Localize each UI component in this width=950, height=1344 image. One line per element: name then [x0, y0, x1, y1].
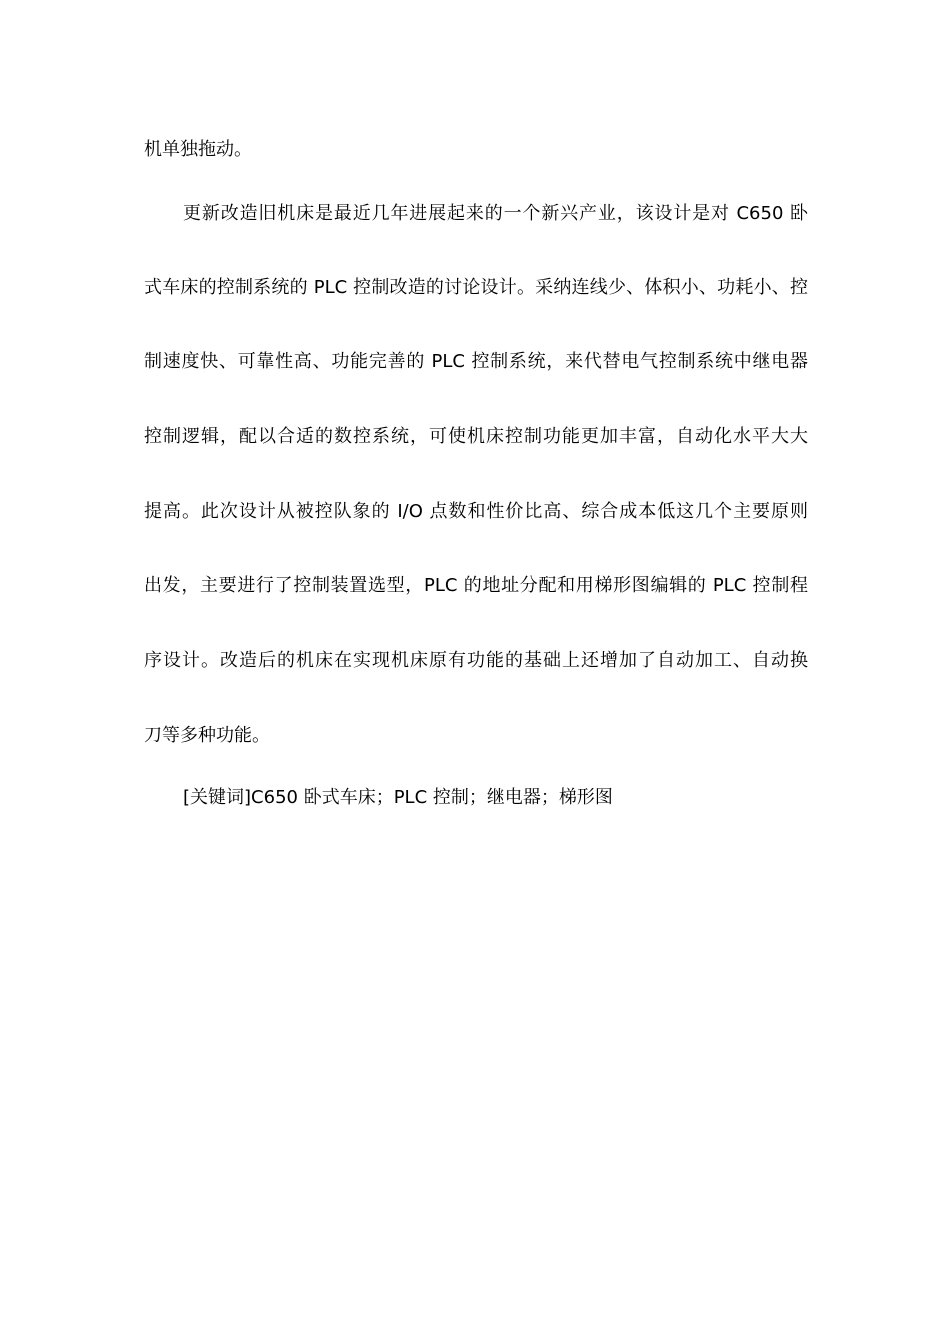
text-line-paragraph-end: 刀等多种功能。	[144, 725, 270, 746]
text-line-paragraph-start: 更新改造旧机床是最近几年进展起来的一个新兴产业，该设计是对 C650 卧	[183, 203, 808, 224]
text-line: 序设计。改造后的机床在实现机床原有功能的基础上还增加了自动加工、自动换	[144, 650, 808, 671]
text-line-continuation: 机单独拖动。	[144, 139, 252, 160]
text-line: 式车床的控制系统的 PLC 控制改造的讨论设计。采纳连线少、体积小、功耗小、控	[144, 277, 808, 298]
text-line: 出发，主要进行了控制装置选型，PLC 的地址分配和用梯形图编辑的 PLC 控制程	[144, 575, 808, 596]
text-line: 提高。此次设计从被控队象的 I/O 点数和性价比高、综合成本低这几个主要原则	[144, 501, 808, 522]
text-line: 控制逻辑，配以合适的数控系统，可使机床控制功能更加丰富，自动化水平大大	[144, 426, 808, 447]
text-line: 制速度快、可靠性高、功能完善的 PLC 控制系统，来代替电气控制系统中继电器	[144, 351, 808, 372]
keywords-line: [关键词]C650 卧式车床；PLC 控制；继电器；梯形图	[183, 787, 613, 808]
